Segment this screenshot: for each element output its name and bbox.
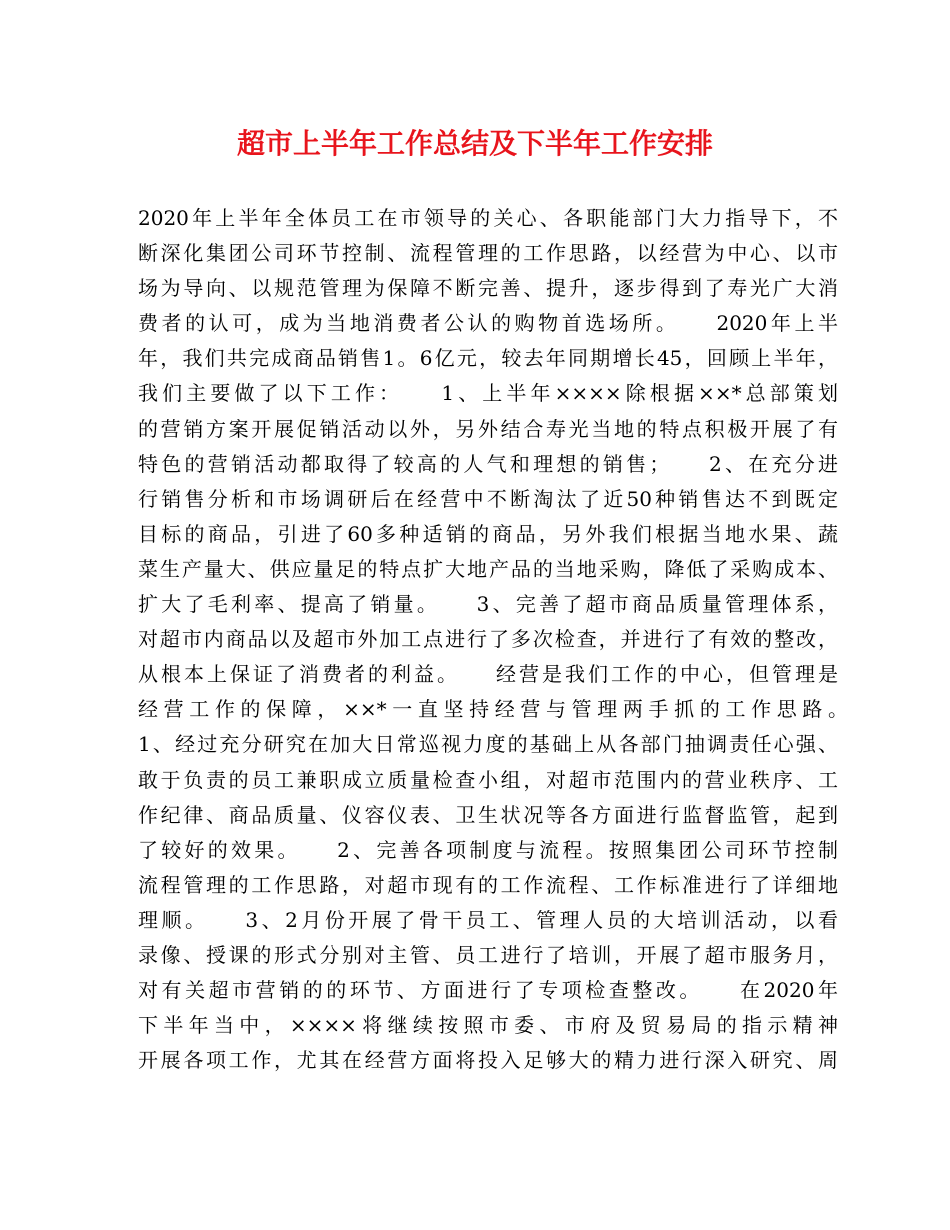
body-line: 2020年上半年全体员工在市领导的关心、各职能部门大力指导下，不	[138, 206, 838, 230]
document-body	[138, 201, 878, 1078]
body-line: 目标的商品，引进了60多种适销的商品，另外我们根据当地水果、蔬	[138, 521, 838, 546]
body-line: 对有关超市营销的的环节、方面进行了专项检查整改。 在2020年	[138, 978, 838, 1003]
body-line: 对超市内商品以及超市外加工点进行了多次检查，并进行了有效的整改，	[138, 627, 838, 652]
body-line: 从根本上保证了消费者的利益。 经营是我们工作的中心，但管理是	[138, 662, 838, 687]
body-line: 录像、授课的形式分别对主管、员工进行了培训，开展了超市服务月，	[138, 942, 838, 967]
body-line: 经营工作的保障，××*一直坚持经营与管理两手抓的工作思路。	[138, 697, 878, 722]
body-line: 开展各项工作，尤其在经营方面将投入足够大的精力进行深入研究、周	[138, 1048, 838, 1073]
body-line: 断深化集团公司环节控制、流程管理的工作思路，以经营为中心、以市	[138, 241, 838, 266]
body-line: 流程管理的工作思路，对超市现有的工作流程、工作标准进行了详细地	[138, 872, 838, 897]
body-line: 年，我们共完成商品销售1。6亿元，较去年同期增长45，回顾上半年，	[138, 346, 838, 371]
body-line: 特色的营销活动都取得了较高的人气和理想的销售； 2、在充分进	[138, 451, 838, 476]
body-line: 敢于负责的员工兼职成立质量检查小组，对超市范围内的营业秩序、工	[138, 767, 838, 792]
body-line: 场为导向、以规范管理为保障不断完善、提升，逐步得到了寿光广大消	[138, 276, 838, 301]
body-line: 行销售分析和市场调研后在经营中不断淘汰了近50种销售达不到既定	[138, 486, 838, 511]
body-line: 下半年当中，××××将继续按照市委、市府及贸易局的指示精神	[138, 1013, 838, 1038]
body-line: 理顺。 3、2月份开展了骨干员工、管理人员的大培训活动，以看	[138, 907, 838, 932]
body-line: 菜生产量大、供应量足的特点扩大地产品的当地采购，降低了采购成本、	[138, 556, 838, 581]
body-line: 1、经过充分研究在加大日常巡视力度的基础上从各部门抽调责任心强、	[138, 732, 838, 757]
body-line: 了较好的效果。 2、完善各项制度与流程。按照集团公司环节控制	[138, 837, 838, 862]
body-line: 费者的认可，成为当地消费者公认的购物首选场所。 2020年上半	[138, 311, 838, 336]
body-line: 我们主要做了以下工作： 1、上半年××××除根据××*总部策划	[138, 381, 838, 406]
document-title: 超市上半年工作总结及下半年工作安排	[236, 127, 713, 160]
body-line: 作纪律、商品质量、仪容仪表、卫生状况等各方面进行监督监管，起到	[138, 802, 838, 827]
body-line: 扩大了毛利率、提高了销量。 3、完善了超市商品质量管理体系，	[138, 592, 838, 617]
body-line: 的营销方案开展促销活动以外，另外结合寿光当地的特点积极开展了有	[138, 416, 838, 441]
